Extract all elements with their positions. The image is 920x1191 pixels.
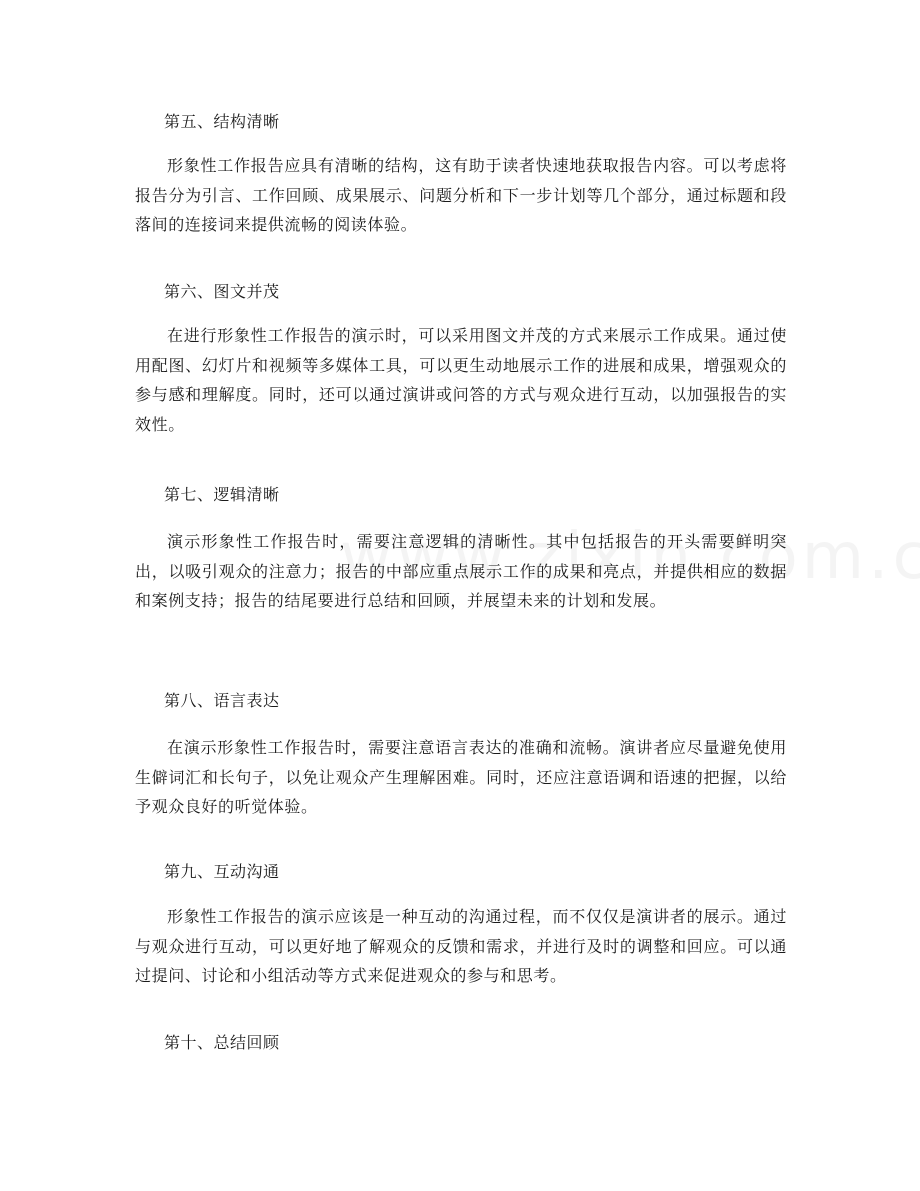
section-paragraph-7: 演示形象性工作报告时，需要注意逻辑的清晰性。其中包括报告的开头需要鲜明突出，以吸引观众的注意力；报告的中部应重点展示工作的成果和亮点，并提供相应的数据和案例支持；报告的结尾要进行总结和回顾，并展望未来的计划和发展。: [135, 532, 787, 610]
section-paragraph-9: 形象性工作报告的演示应该是一种互动的沟通过程，而不仅仅是演讲者的展示。通过与观众进行互动，可以更好地了解观众的反馈和需求，并进行及时的调整和回应。可以通过提问、讨论和小组活动等方式来促进观众的参与和思考。: [135, 907, 787, 985]
section-heading-6: 第六、图文并茂: [164, 282, 280, 301]
section-paragraph-5: 形象性工作报告应具有清晰的结构，这有助于读者快速地获取报告内容。可以考虑将报告分为引言、工作回顾、成果展示、问题分析和下一步计划等几个部分，通过标题和段落间的连接词来提供流畅的阅读体验。: [135, 156, 787, 234]
section-paragraph-8: 在演示形象性工作报告时，需要注意语言表达的准确和流畅。演讲者应尽量避免使用生僻词汇和长句子，以免让观众产生理解困难。同时，还应注意语调和语速的把握，以给予观众良好的听觉体验。: [135, 738, 787, 816]
section-heading-7: 第七、逻辑清晰: [164, 485, 280, 504]
section-heading-8: 第八、语言表达: [164, 691, 280, 710]
section-heading-10: 第十、总结回顾: [164, 1033, 280, 1052]
section-heading-9: 第九、互动沟通: [164, 862, 280, 881]
section-heading-5: 第五、结构清晰: [164, 112, 280, 131]
section-paragraph-6: 在进行形象性工作报告的演示时，可以采用图文并茂的方式来展示工作成果。通过使用配图、幻灯片和视频等多媒体工具，可以更生动地展示工作的进展和成果，增强观众的参与感和理解度。同时，还可以通过演讲或问答的方式与观众进行互动，以加强报告的实效性。: [135, 326, 787, 434]
